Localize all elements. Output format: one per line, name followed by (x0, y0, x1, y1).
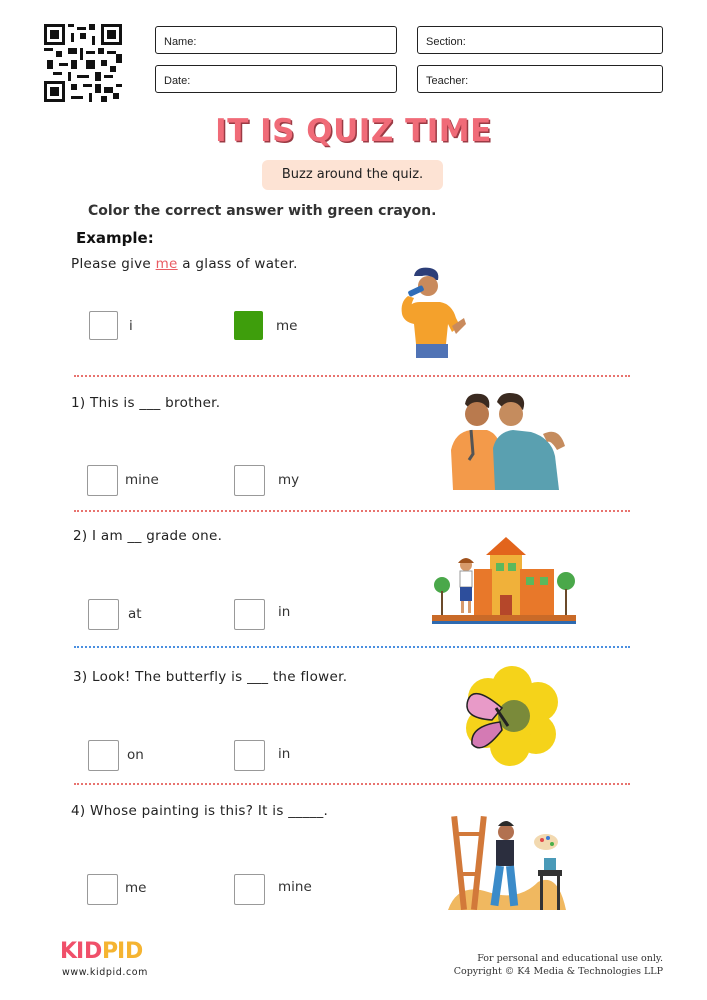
question-1-text: 1) This is ___ brother. (71, 395, 221, 411)
q1-option-my-checkbox[interactable] (234, 465, 265, 496)
subtitle-banner: Buzz around the quiz. (262, 160, 443, 190)
q4-option-mine-checkbox[interactable] (234, 874, 265, 905)
q1-option-my-label: my (278, 472, 300, 488)
boy-drinking-illustration (394, 266, 468, 360)
q2-option-in-checkbox[interactable] (234, 599, 265, 630)
usage-note: For personal and educational use only. (477, 953, 663, 964)
section-field[interactable] (417, 26, 663, 54)
example-option-i-checkbox[interactable] (89, 311, 118, 340)
painter-illustration (448, 812, 568, 912)
example-heading: Example: (76, 229, 154, 247)
instruction-text: Color the correct answer with green crayon. (88, 203, 437, 219)
example-sentence-start: Please give (71, 256, 156, 272)
name-label: Name: (164, 36, 197, 48)
school-illustration (432, 535, 576, 625)
svg-text:I: I (76, 939, 85, 964)
svg-text:D: D (84, 939, 103, 964)
question-2-text: 2) I am __ grade one. (73, 528, 223, 544)
q1-option-mine-label: mine (125, 472, 159, 488)
q4-option-me-checkbox[interactable] (87, 874, 118, 905)
example-answer: me (155, 256, 178, 272)
page-title: IT IS QUIZ TIME (215, 113, 492, 149)
separator (74, 375, 630, 377)
q4-option-me-label: me (125, 880, 147, 896)
example-option-me-label: me (276, 318, 298, 334)
example-option-i-label: i (129, 318, 133, 334)
question-4-text: 4) Whose painting is this? It is _____. (71, 803, 329, 819)
separator (74, 646, 630, 648)
website-text: www.kidpid.com (62, 967, 149, 978)
date-field[interactable] (155, 65, 397, 93)
svg-text:K: K (60, 939, 78, 964)
name-field[interactable] (155, 26, 397, 54)
svg-text:I: I (117, 939, 126, 964)
q1-option-mine-checkbox[interactable] (87, 465, 118, 496)
svg-text:P: P (102, 939, 119, 964)
example-sentence-end: a glass of water. (177, 256, 298, 272)
example-option-me-checkbox[interactable] (234, 311, 263, 340)
q4-option-mine-label: mine (278, 879, 312, 895)
brothers-illustration (447, 390, 571, 492)
q2-option-at-label: at (128, 606, 142, 622)
kidpid-logo (60, 934, 156, 968)
separator (74, 510, 630, 512)
q2-option-in-label: in (278, 604, 291, 620)
example-sentence (71, 256, 298, 272)
question-3-text: 3) Look! The butterfly is ___ the flower. (73, 669, 348, 685)
copyright-note: Copyright © K4 Media & Technologies LLP (453, 966, 663, 977)
teacher-field[interactable] (417, 65, 663, 93)
q3-option-in-label: in (278, 746, 291, 762)
q2-option-at-checkbox[interactable] (88, 599, 119, 630)
q3-option-in-checkbox[interactable] (234, 740, 265, 771)
qr-code-icon (44, 24, 122, 102)
section-label: Section: (426, 36, 466, 48)
date-label: Date: (164, 75, 191, 87)
butterfly-flower-illustration (462, 664, 560, 766)
teacher-label: Teacher: (426, 75, 469, 87)
q3-option-on-label: on (127, 747, 144, 763)
svg-text:D: D (125, 939, 144, 964)
q3-option-on-checkbox[interactable] (88, 740, 119, 771)
separator (74, 783, 630, 785)
